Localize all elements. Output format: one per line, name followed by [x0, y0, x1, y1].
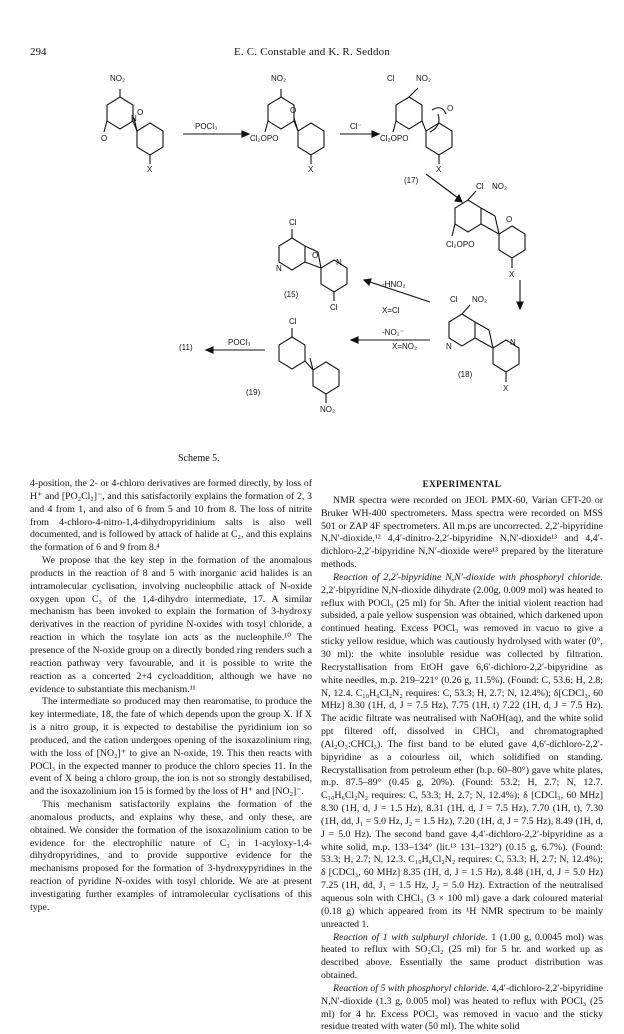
ring-a1	[107, 97, 133, 129]
label-cl-a: Cl	[387, 74, 395, 83]
reaction-body-2: 1 (1.00 g, 0.0045 mol) was heated to reflux with SO₂Cl₂ (25 ml) for 5 hr. and worked up as described above. Essentially the same product distribution was obtained.	[321, 931, 604, 982]
label-x-a: X	[147, 165, 153, 174]
label-x-eq-cl: X=Cl	[382, 306, 400, 315]
reaction-title-3: Reaction of 5 with phosphoryl chloride.	[333, 982, 489, 994]
scheme-drawing	[0, 70, 624, 465]
ring-17a	[396, 97, 422, 129]
reaction-body-3: 4,4′-dichloro-2,2′-bipyridine N,N′-dioxide (1.3 g, 0.005 mol) was heated to reflux with POCl₃ (25 ml) for 4 hr. Excess POCl₃ was removed in vacuo and the sticky residue treated with water (50 ml). The white solid	[321, 982, 603, 1033]
label-compound-11: (11)	[179, 343, 193, 352]
label-n-c: N	[336, 258, 342, 267]
label-o-e: O	[506, 215, 513, 224]
label-n-a: N	[131, 114, 137, 123]
left-paragraph-1: 4-position, the 2- or 4-chloro derivatives are formed directly, by loss of H⁺ and [PO₂Cl₂]⁻, and this satisfactorily explains the formation of 2, 3 and 4 from 1, and also of 6 from 5 and 10 from 8. The loss of nitrite from 4-chloro-4-nitro-1,4-dihydropyridinium salts is also well documented, and is followed by attack of halide at C₂, and this explains the formation of 6 and 9 from 8.⁴	[30, 478, 312, 554]
running-title: E. C. Constable and K. R. Seddon	[233, 46, 391, 58]
page-number: 294	[30, 46, 47, 58]
label-cl-e: Cl	[450, 295, 458, 304]
label-o-b: O	[101, 134, 108, 143]
label-cl-minus: Cl⁻	[350, 122, 362, 131]
label-o-d: O	[447, 104, 454, 113]
ring-15a	[279, 238, 305, 270]
page-header	[0, 46, 624, 62]
label-cl-c: Cl	[289, 218, 297, 227]
reaction-scheme	[0, 70, 624, 465]
label-no2-d: NO₂	[492, 182, 508, 191]
label-pocl3-b: POCl₃	[228, 338, 251, 347]
label-x-e: X	[503, 384, 509, 393]
label-no2-minus: -NO₂⁻	[382, 328, 404, 337]
reaction-title-2: Reaction of 1 with sulphuryl chloride.	[333, 931, 488, 943]
label-n-e: N	[510, 338, 516, 347]
left-paragraph-2: We propose that the key step in the formation of the anomalous products in the reaction of 8 and 5 with inorganic acid halides is an intramolecular cyclisation, involving nucleophilic attack of N-oxide oxygen upon C₃ of the 1,4-dihydro intermediate, 17. A similar mechanism has been invoked to explain the formation of 3-hydroxy derivatives in the reaction of pyridine N-oxides with tosyl chloride, a reaction in which the tosylate ion acts as the nucleophile.¹⁰ The presence of the N-oxide group on a directly bonded ring renders such a reaction pathway very favourable, and it is possible to write the reaction as a concerted 2+4 cycloaddition, although we have no evidence to substantiate this mechanism.¹¹	[30, 555, 312, 695]
ring-15b	[321, 260, 347, 292]
left-paragraph-4: This mechanism satisfactorily explains the formation of the anomalous products, and explains why these, and only these, are obtained. We consider the formation of the isoxazolinium cation to be evidence for the electrophilic nature of C₃ in 1-acyloxy-1,4-dihydropyridines, and to provide supportive evidence for the mechanisms proposed for the formation of 3-hydroxypyridines in the reaction of pyridine N-oxides with tosyl chloride. We are at present investigating further examples of intramolecular cyclisations of this type.	[30, 799, 312, 913]
label-compound-18: (18)	[458, 370, 473, 379]
label-no2-e: NO₂	[472, 295, 488, 304]
ring-19b	[313, 362, 339, 394]
label-cl2opo-b: Cl₂OPO	[380, 134, 409, 143]
label-cl2opo-a: Cl₂OPO	[250, 134, 279, 143]
right-paragraph-4	[321, 983, 603, 1034]
left-paragraph-3: The intermediate so produced may then rearomatise, to produce the key intermediate, 18, the fate of which depends upon the group X. If X is a nitro group, it is expected to destabilise the pyridinium ion so produced, and the cation undergoes opening of the isoxazolinium ring, with the loss of [NO₂]⁺ to give an N-oxide, 19. This then reacts with POCl₃ in the expected manner to produce the chloro species 11. In the event of X being a chloro group, the ion is not so strongly destabilised, and the isoxazolinium ion 15 is formed by the loss of H⁺ and [NO₂]⁻.	[30, 696, 312, 798]
label-x-c: X	[436, 165, 442, 174]
left-column	[30, 478, 312, 915]
ring-a2	[137, 123, 163, 155]
reaction-title-1: Reaction of 2,2′-bipyridine N,N′-dioxide with phosphoryl chloride.	[333, 571, 603, 583]
label-cl-f: Cl	[289, 317, 297, 326]
ring-18a	[449, 314, 475, 346]
reaction-body-1: 2,2′-bipyridine N,N-dioxide dihydrate (2.00g, 0.009 mol) was heated to reflux with POCl₃ (25 ml) for 5h. After the initial violent reaction had subsided, a pale yellow suspension was obtained, which darkened upon continued heating. Excess POCl₃ was removed in vacuo to give a sticky yellow residue, which was cautiously hydrolysed with water (0°, 30 ml): the white insoluble residue was collected by filtration. Recrystallisation from EtOH gave 6,6′-dichloro-2,2′-bipyridine as white needles, m.p. 219–221° (0.26 g, 11.5%). (Found: C, 53.6; H, 2.8; N, 12.4. C₁₀H₆Cl₂N₂ requires: C, 53.3; H, 2.7; N, 12.4%); δ[CDCl₃, 60 MHz] 8.30 (1H, d, J = 7.5 Hz), 7.75 (1H, t) 7.22 (1H, d, J = 7.5 Hz). The acidic filtrate was neutralised with NaOH(aq), and the white solid ppt filtered off, dissolved in CHCl₃ and chromatographed (Al₂O₃:CHCl₃). The first band to be eluted gave 4,6′-dichloro-2,2′-bipyridine as a colourless oil, which solidified on standing. Recrystallisation from petroleum ether (b.p. 60–80°) gave white plates, m.p. 87.5–89° (0.45 g, 20%). (Found: 53.2; H, 2.7; N, 12.7. C₁₀H₆Cl₂N₂ requires: C, 53.3; H, 2.7; N, 12.4%); δ [CDCl₃, 60 MHz] 8.30 (1H, d, J = 1.5 Hz), 8.31 (1H, d, J = 7.5 Hz), 7.70 (1H, t), 7.30 (1H, dd, J₁ = 5.0 Hz, J₂ = 1.5 Hz), 7.20 (1H, d, J = 7.5 Hz), 8.49 (1H, d, J = 5.0 Hz). The second band gave 4,4′-dichloro-2,2′-bipyridine as a white solid, m.p. 133–134° (lit.¹³ 131–132°) (0.15 g, 6.7%). (Found: 53.3; H, 2.7; N, 12.3. C₁₀H₆Cl₂N₂ requires: C, 53.3; H, 2.7; N, 12.4%); δ [CDCl₃, 60 MHz] 8.35 (1H, d, J = 1.5 Hz), 8.48 (1H, d, J = 5.0 Hz) 7.25 (1H, dd, J₁ = 1.5 Hz, J₂ = 5.0 Hz). Extraction of the neutralised aqueous soln with CHCl₃ (3 × 100 ml) gave a dark coloured material (0.18 g) which appeared from its ¹H NMR spectrum to be mainly unreacted 1.	[321, 584, 603, 930]
label-no2-b: NO₂	[271, 74, 287, 83]
label-x-eq-no2: X=NO₂	[392, 342, 418, 351]
label-compound-19: (19)	[246, 388, 261, 397]
right-paragraph-3	[321, 932, 603, 983]
label-x-b: X	[308, 165, 314, 174]
ring-17b	[426, 123, 452, 155]
label-o-f: O	[312, 251, 319, 260]
label-o-c: O	[290, 106, 297, 115]
label-n-b: N	[276, 264, 282, 273]
ring-19a	[279, 337, 305, 369]
label-cl2opo-c: Cl₂OPO	[446, 240, 475, 249]
right-paragraph-1: NMR spectra were recorded on JEOL PMX-60, Varian CFT-20 or Bruker WH-400 spectrometers. Mass spectra were recorded on MSS 501 or ZAP 4F spectrometers. All m.ps are uncorrected. 2,2′-bipyridine N,N′-dioxide,¹² 4,4′-dinitro-2,2′-bipyridine N,N′-dioxide¹³ and 4,4′-dichloro-2,2′-bipyridine N,N′-dioxide were¹³ prepared by the literature methods.	[321, 494, 603, 571]
label-n-d: N	[446, 342, 452, 351]
right-column	[321, 478, 603, 1034]
label-no2-f: NO₂	[320, 405, 336, 414]
right-paragraph-2	[321, 572, 603, 932]
ring-r1	[455, 200, 481, 232]
experimental-heading: EXPERIMENTAL	[422, 479, 502, 489]
label-x-d: X	[509, 270, 515, 279]
label-compound-15: (15)	[284, 290, 299, 299]
label-pocl3-a: POCl₃	[195, 122, 218, 131]
label-hno2: -HNO₂	[382, 280, 406, 289]
label-cl-b: Cl	[476, 182, 484, 191]
scheme-caption: Scheme 5.	[178, 453, 220, 464]
label-compound-17: (17)	[404, 176, 419, 185]
label-no2-c: NO₂	[416, 74, 432, 83]
label-no2-a: NO₂	[110, 74, 126, 83]
label-cl-d: Cl	[330, 303, 338, 312]
ring-r2	[499, 226, 525, 258]
label-o-a: O	[137, 108, 144, 117]
ring-b2	[298, 123, 324, 155]
